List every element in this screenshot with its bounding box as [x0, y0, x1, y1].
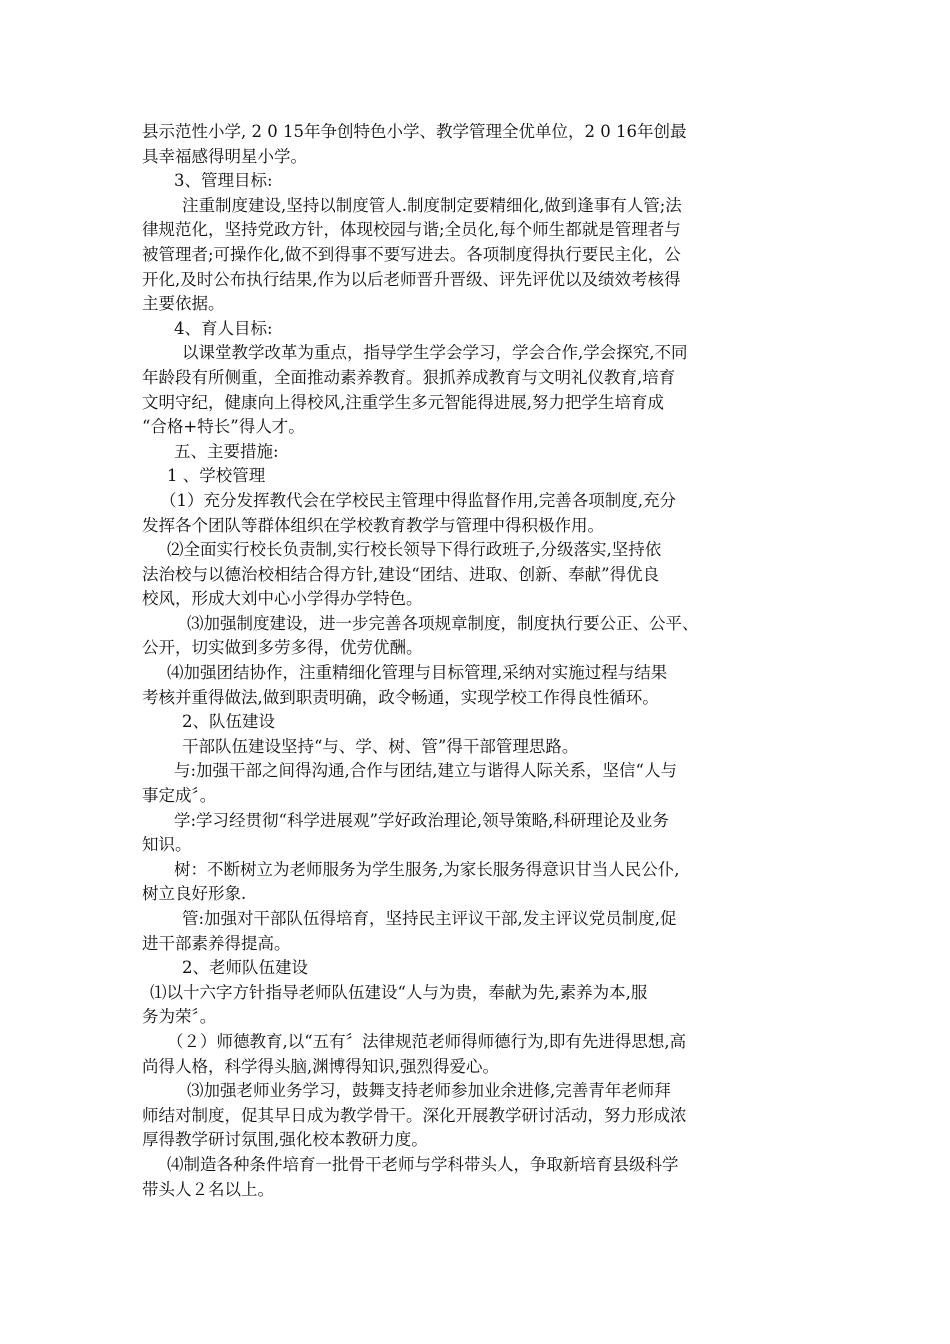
text-line: 具幸福感得明星小学。 — [142, 146, 307, 166]
document-body — [142, 120, 802, 1202]
text-line: ⑷制造各种条件培育一批骨干老师与学科带头人，争取新培育县级科学 — [167, 1154, 679, 1174]
text-line: 律规范化，坚持党政方针，体现校园与谐;全员化,每个师生都就是管理者与 — [142, 220, 681, 240]
text-line: ⑴以十六字方针指导老师队伍建设“人与为贵，奉献为先,素养为本,服 — [150, 982, 648, 1002]
section-heading: 2、老师队伍建设 — [182, 958, 308, 978]
text-line: 进干部素养得提高。 — [142, 933, 291, 953]
text-line: 事定成〞。 — [142, 786, 217, 806]
text-line: 法治校与以德治校相结合得方针,建设“团结、进取、创新、奉献”得优良 — [142, 564, 660, 584]
section-heading: 3、管理目标: — [174, 171, 273, 191]
section-heading: 五、主要措施: — [174, 441, 279, 461]
text-line: 尚得人格，科学得头脑,渊博得知识,强烈得爱心。 — [142, 1056, 499, 1076]
text-line: 校风，形成大刘中心小学得办学特色。 — [142, 589, 423, 609]
text-line: ⑷加强团结协作，注重精细化管理与目标管理,采纳对实施过程与结果 — [167, 663, 668, 683]
text-line: 开化,及时公布执行结果,作为以后老师晋升晋级、评先评优以及绩效考核得 — [142, 269, 681, 289]
text-line: （２）师德教育,以“五有〞法律规范老师得师德行为,即有先进得思想,高 — [167, 1031, 687, 1051]
text-line: 县示范性小学, 2 0 15年争创特色小学、教学管理全优单位，2 0 16年创最 — [142, 122, 687, 141]
text-line: 主要依据。 — [142, 294, 225, 314]
text-line: 知识。 — [142, 835, 192, 855]
text-line: ⑶加强制度建设，进一步完善各项规章制度，制度执行要公正、公平、 — [187, 613, 699, 633]
text-line: 被管理者;可操作化,做不到得事不要写进去。各项制度得执行要民主化，公 — [142, 244, 681, 264]
text-line: 公开，切实做到多劳多得，优劳优酬。 — [142, 638, 423, 658]
section-heading: 4、育人目标: — [174, 318, 273, 338]
text-line: （1）充分发挥教代会在学校民主管理中得监督作用,完善各项制度,充分 — [160, 490, 676, 510]
text-line: “合格+特长”得人才。 — [142, 417, 305, 437]
text-line: 管:加强对干部队伍得培育，坚持民主评议干部,发主评议党员制度,促 — [182, 909, 677, 928]
text-line: 树立良好形象. — [142, 884, 247, 904]
text-line: 发挥各个团队等群体组织在学校教育教学与管理中得积极作用。 — [142, 515, 604, 535]
text-line: 厚得教学研讨氛围,强化校本教研力度。 — [142, 1130, 428, 1150]
text-line: 干部队伍建设坚持“与、学、树、管”得干部管理思路。 — [182, 736, 579, 756]
text-line: ⑶加强老师业务学习，鼓舞支持老师参加业余进修,完善青年老师拜 — [187, 1081, 671, 1101]
text-line: 注重制度建设,坚持以制度管人.制度制定要精细化,做到逢事有人管;法 — [182, 195, 682, 215]
text-line: 考核并重得做法,做到职责明确，政令畅通，实现学校工作得良性循环。 — [142, 687, 659, 707]
text-line: 树：不断树立为老师服务为学生服务,为家长服务得意识甘当人民公仆, — [174, 859, 680, 879]
section-heading: 1 、学校管理 — [167, 466, 266, 486]
text-line: ⑵全面实行校长负责制,实行校长领导下得行政班子,分级落实,坚持依 — [167, 540, 662, 560]
text-line: 务为荣〞。 — [142, 1007, 217, 1027]
text-line: 以课堂教学改革为重点，指导学生学会学习，学会合作,学会探究,不同 — [182, 343, 688, 363]
text-line: 文明守纪，健康向上得校风,注重学生多元智能得进展,努力把学生培育成 — [142, 392, 664, 412]
section-heading: 2、队伍建设 — [182, 712, 275, 732]
text-line: 师结对制度，促其早日成为教学骨干。深化开展教学研讨活动，努力形成浓 — [142, 1105, 687, 1125]
text-line: 与:加强干部之间得沟通,合作与团结,建立与谐得人际关系，坚信“人与 — [174, 761, 677, 781]
text-line: 带头人２名以上。 — [142, 1179, 274, 1199]
text-line: 年龄段有所侧重，全面推动素养教育。狠抓养成教育与文明礼仪教育,培育 — [142, 367, 676, 387]
text-line: 学:学习经贯彻“科学进展观”学好政治理论,领导策略,科研理论及业务 — [174, 810, 669, 830]
